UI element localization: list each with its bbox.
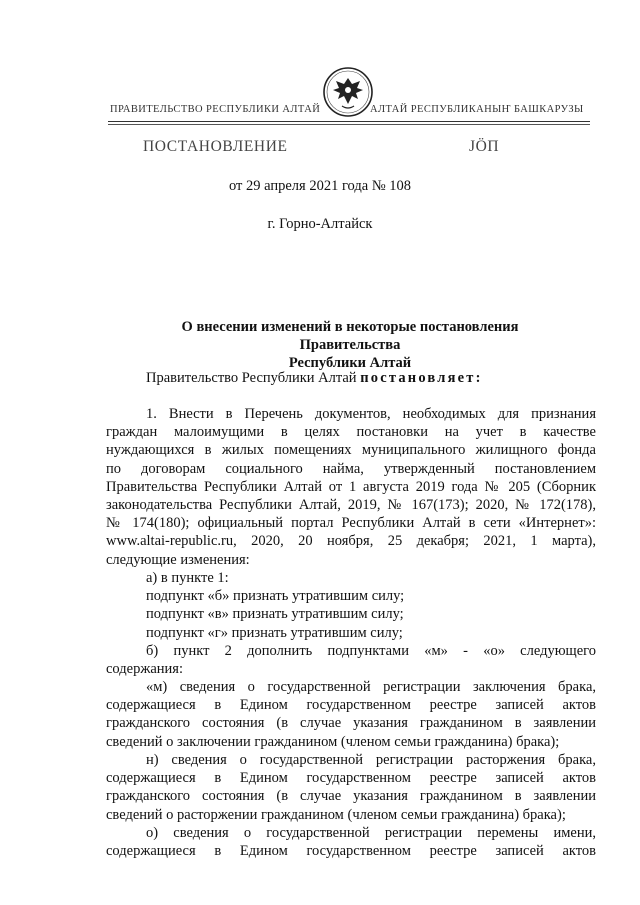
text-line: нуждающихся в жилых помещениях муниципального жилищного фонда <box>106 442 596 459</box>
header-left-org: ПРАВИТЕЛЬСТВО РЕСПУБЛИКИ АЛТАЙ <box>110 104 321 115</box>
text-line: содержащиеся в Едином государственном реестре записей актов <box>106 843 596 860</box>
title-line: О внесении изменений в некоторые постановления Правительства <box>181 319 519 353</box>
coat-of-arms-emblem <box>322 66 374 118</box>
text-line: о) сведения о государственной регистрации перемены имени, <box>146 825 596 841</box>
doc-type-ru: ПОСТАНОВЛЕНИЕ <box>143 138 288 155</box>
item-b: подпункт «б» признать утратившим силу; <box>146 588 405 605</box>
item-g: подпункт «г» признать утратившим силу; <box>146 624 403 641</box>
doc-type-alt: ЈӦП <box>469 138 500 155</box>
text-line: следующие изменения: <box>106 551 250 568</box>
subitems-a <box>106 569 596 642</box>
header-rule-thick <box>108 121 590 122</box>
item-v: подпункт «в» признать утратившим силу; <box>146 606 404 623</box>
text-line: гражданского состояния (в случае указания гражданином в заявлении <box>106 715 596 732</box>
paragraph-1 <box>106 405 596 569</box>
text-line: б) пункт 2 дополнить подпунктами «м» - «о» следующего <box>146 643 596 659</box>
text-line: по договорам социального найма, утвержденный постановлением <box>106 460 596 477</box>
header-rule-thin <box>108 124 590 125</box>
text-line: н) сведения о государственной регистрации расторжения брака, <box>146 752 596 768</box>
text-line: сведений о заключении гражданином (членом семьи гражданина) брака); <box>106 733 560 750</box>
text-line: сведений о расторжении гражданином (членом семьи гражданина) брака); <box>106 806 566 823</box>
title-line: Республики Алтай <box>288 355 412 371</box>
subparagraph-n <box>106 751 596 824</box>
item-a: а) в пункте 1: <box>146 570 229 586</box>
subparagraph-o <box>106 824 596 860</box>
text-line: 1. Внести в Перечень документов, необходимых для признания <box>146 406 596 422</box>
text-line: граждан малоимущими в целях постановки на учет в качестве <box>106 424 596 441</box>
text-line: содержащиеся в Едином государственном реестре записей актов <box>106 697 596 714</box>
document-title <box>130 318 570 372</box>
text-line: www.altai-republic.ru, 2020, 20 ноября, 25 декабря; 2021, 1 марта), <box>106 533 596 550</box>
text-line: № 174(180); официальный портал Республики Алтай в сети «Интернет»: <box>106 515 596 532</box>
intro-verb: постановляет: <box>360 370 483 386</box>
text-line: содержания: <box>106 661 184 678</box>
text-line: законодательства Республики Алтай, 2019, № 167(173); 2020, № 172(178), <box>106 497 596 514</box>
paragraph-b <box>106 642 596 678</box>
text-line: Правительства Республики Алтай от 1 августа 2019 года № 205 (Сборник <box>106 478 596 495</box>
text-line: гражданского состояния (в случае указания гражданином в заявлении <box>106 788 596 805</box>
text-line: «м) сведения о государственной регистрации заключения брака, <box>146 679 596 695</box>
intro-prefix: Правительство Республики Алтай <box>146 370 361 386</box>
city-line: г. Горно-Алтайск <box>267 216 373 232</box>
subparagraph-m <box>106 678 596 751</box>
text-line: содержащиеся в Едином государственном реестре записей актов <box>106 770 596 787</box>
intro-line <box>146 370 483 387</box>
header-right-org: АЛТАЙ РЕСПУБЛИКАНЫҤ БАШКАРУЗЫ <box>370 104 584 115</box>
date-line: от 29 апреля 2021 года № 108 <box>228 178 412 194</box>
